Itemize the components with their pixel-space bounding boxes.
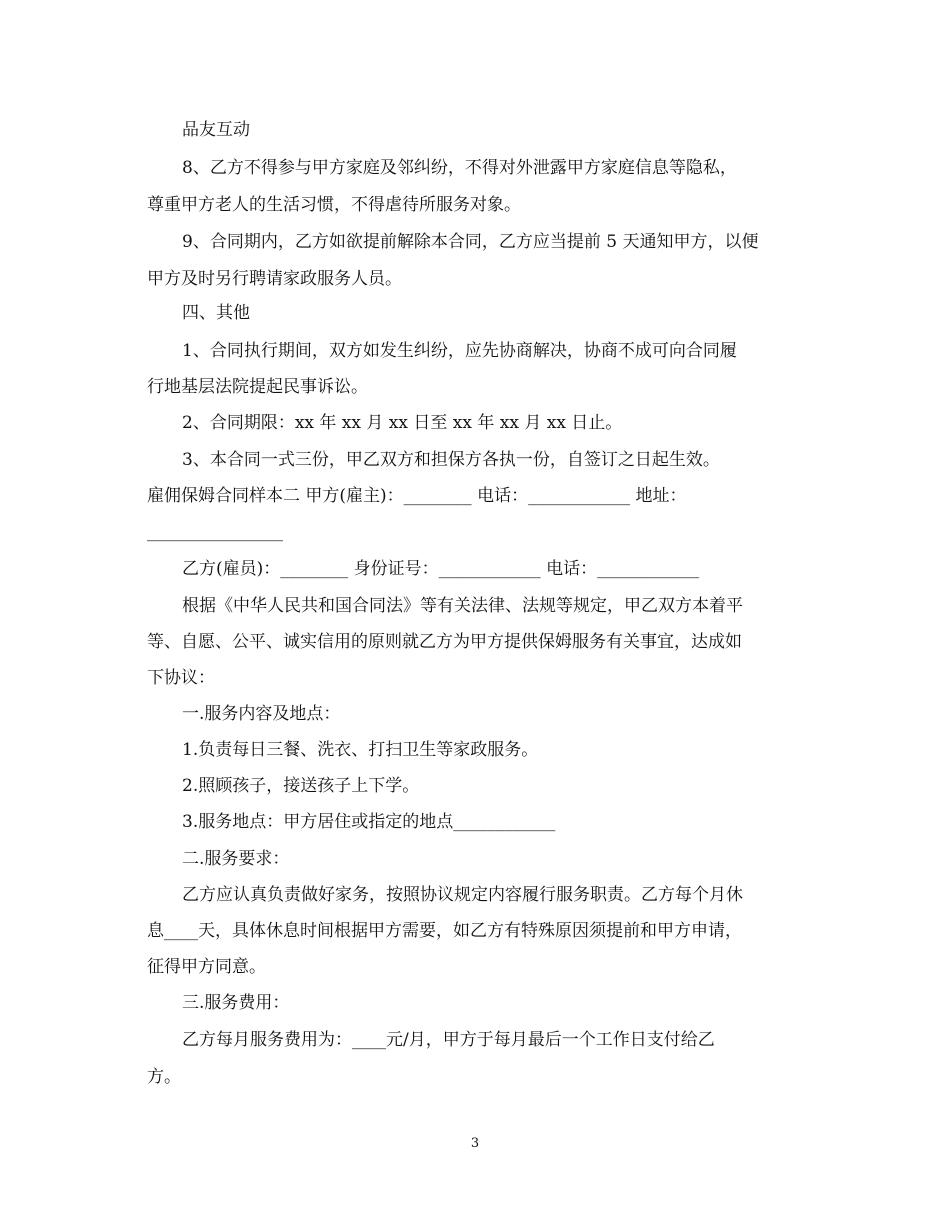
text-line: 根据《中华人民共和国合同法》等有关法律、法规等规定，甲乙双方本着平: [182, 596, 743, 616]
text-line: 息____天，具体休息时间根据甲方需要，如乙方有特殊原因须提前和甲方申请，: [147, 921, 742, 941]
text-line: 8、乙方不得参与甲方家庭及邻纠纷，不得对外泄露甲方家庭信息等隐私，: [182, 158, 737, 178]
text-line: 2、合同期限：xx 年 xx 月 xx 日至 xx 年 xx 月 xx 日止。: [182, 413, 623, 433]
text-line: 乙方(雇员)：________ 身份证号：____________ 电话：____________: [182, 559, 700, 579]
document-title-line: 雇佣保姆合同样本二 甲方(雇主)：________ 电话：____________ 地址：: [147, 486, 687, 506]
text-line: 3、本合同一式三份，甲乙双方和担保方各执一份，自签订之日起生效。: [182, 450, 720, 470]
text-line: 下协议：: [147, 668, 215, 688]
text-line: 尊重甲方老人的生活习惯，不得虐待所服务对象。: [147, 195, 521, 215]
text-line: 品友互动: [182, 120, 250, 140]
text-line: 1、合同执行期间，双方如发生纠纷，应先协商解决，协商不成可向合同履: [182, 341, 737, 361]
text-line: 甲方及时另行聘请家政服务人员。: [147, 269, 402, 289]
section-heading: 三.服务费用：: [182, 993, 290, 1013]
section-heading: 一.服务内容及地点：: [182, 704, 341, 724]
text-line: 方。: [147, 1067, 181, 1087]
page-number: 3: [470, 1136, 480, 1151]
text-line: 9、合同期内，乙方如欲提前解除本合同，乙方应当提前 5 天通知甲方，以便: [182, 232, 759, 252]
section-heading: 二.服务要求：: [182, 849, 290, 869]
blank-field-line: ________________: [147, 522, 283, 542]
text-line: 等、自愿、公平、诚实信用的原则就乙方为甲方提供保姆服务有关事宜，达成如: [147, 632, 742, 652]
section-heading: 四、其他: [182, 303, 250, 323]
text-line: 征得甲方同意。: [147, 957, 266, 977]
text-line: 1.负责每日三餐、洗衣、打扫卫生等家政服务。: [182, 740, 539, 760]
text-line: 行地基层法院提起民事诉讼。: [147, 377, 368, 397]
text-line: 乙方每月服务费用为：____元/月，甲方于每月最后一个工作日支付给乙: [182, 1030, 715, 1050]
text-line: 3.服务地点：甲方居住或指定的地点____________: [182, 812, 556, 832]
text-line: 乙方应认真负责做好家务，按照协议规定内容履行服务职责。乙方每个月休: [182, 885, 743, 905]
text-line: 2.照顾孩子，接送孩子上下学。: [182, 776, 420, 796]
